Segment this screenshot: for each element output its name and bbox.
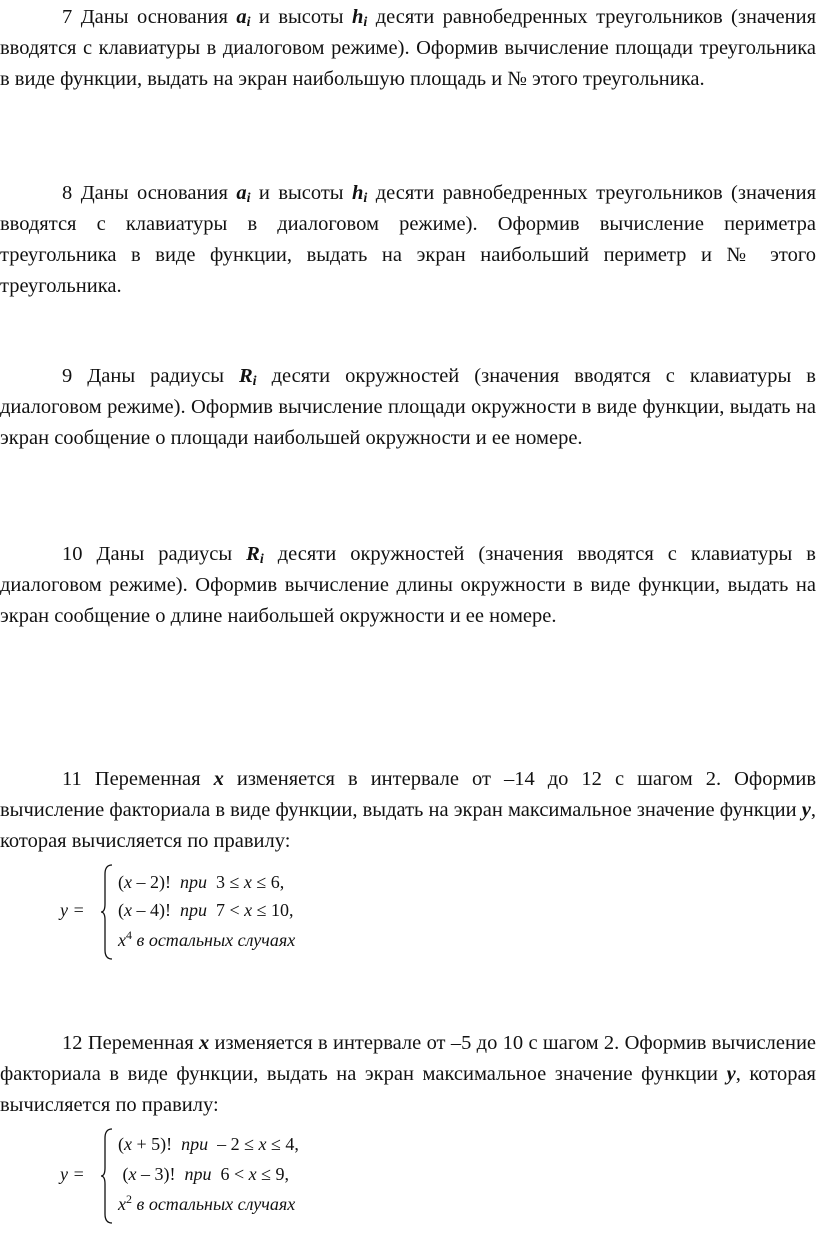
task-text: Переменная x изменяется в интервале от –14 до 12 с шагом 2. Оформив вычисление факториала в виде функции, выдать на экран максимальное значение функции y, которая вычисляется по правилу: (0, 768, 816, 852)
task-number: 7 (62, 6, 73, 28)
task-7 (0, 2, 816, 95)
formula-case-3: $x^4$ в остальных случаях (118, 928, 296, 950)
task-text: Переменная x изменяется в интервале от –5 до 10 с шагом 2. Оформив вычисление факториала в виде функции, выдать на экран максимальное значение функции y, которая вычисляется по правилу: (0, 1032, 816, 1116)
task-10 (0, 539, 816, 632)
task-number: 9 (62, 365, 73, 387)
task-9 (0, 361, 816, 454)
formula-case-2: (x – 4)! при 7 < x ≤ 10, (118, 900, 294, 920)
task-text: Даны радиусы $R_i$ десяти окружностей (значения вводятся с клавиатуры в диалоговом режиме). Оформив вычисление длины окружности в виде функции, выдать на экран сообщение о длине наибольшей окружности и ее номере. (0, 543, 816, 627)
task-11 (0, 764, 816, 857)
formula-case-2: (x – 3)! при 6 < x ≤ 9, (118, 1164, 290, 1184)
formula-12 (60, 1128, 420, 1224)
task-number: 8 (62, 182, 73, 204)
formula-case-1: (x – 2)! при 3 ≤ x ≤ 6, (118, 872, 285, 892)
formula-11 (60, 864, 420, 960)
left-brace-icon (100, 864, 114, 960)
formula-case-1: (x + 5)! при – 2 ≤ x ≤ 4, (118, 1134, 299, 1154)
left-brace-icon (100, 1128, 114, 1224)
task-number: 10 (62, 543, 83, 565)
task-number: 11 (62, 768, 82, 790)
task-text: Даны основания $a_i$ и высоты $h_i$ десяти равнобедренных треугольников (значения вводятся с клавиатуры в диалоговом режиме). Оформив вычисление площади треугольника в виде функции, выдать на экран наибольшую площадь и № этого треугольника. (0, 6, 816, 90)
formula-lhs: y = (60, 900, 85, 920)
formula-case-3: $x^2$ в остальных случаях (118, 1192, 296, 1214)
task-text: Даны радиусы $R_i$ десяти окружностей (значения вводятся с клавиатуры в диалоговом режиме). Оформив вычисление площади окружности в виде функции, выдать на экран сообщение о площади наибольшей окружности и ее номере. (0, 365, 816, 449)
task-12 (0, 1028, 816, 1121)
task-number: 12 (62, 1032, 83, 1054)
task-text: Даны основания $a_i$ и высоты $h_i$ десяти равнобедренных треугольников (значения вводятся с клавиатуры в диалоговом режиме). Оформив вычисление периметра треугольника в виде функции, выдать на экран наибольший периметр и № этого треугольника. (0, 182, 816, 297)
task-8 (0, 178, 816, 302)
formula-lhs: y = (60, 1164, 85, 1184)
